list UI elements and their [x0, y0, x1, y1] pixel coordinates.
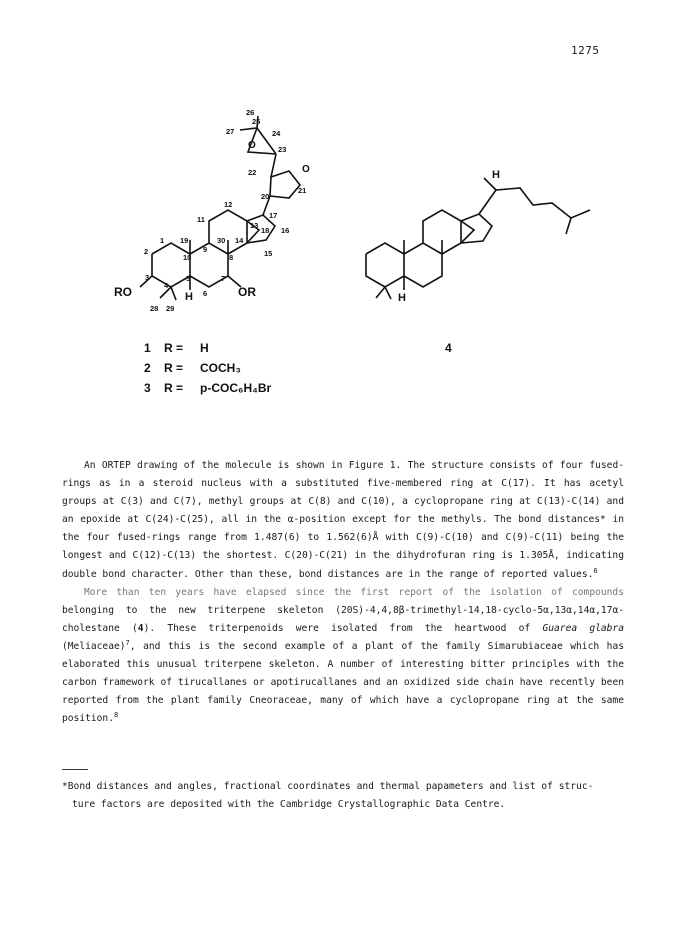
atom-label-3: 3	[145, 273, 150, 282]
reference-8: 8	[113, 711, 119, 720]
footnote	[62, 778, 624, 814]
compound-number: 2	[144, 361, 151, 375]
atom-label-12: 12	[224, 200, 233, 209]
atom-label-16: 16	[281, 226, 290, 235]
furan-oxygen-label: O	[302, 164, 310, 175]
compound-4-ref: 4	[137, 622, 144, 634]
atom-label-13: 13	[250, 221, 259, 230]
or-label: OR	[238, 285, 256, 299]
atom-label-9: 9	[203, 245, 208, 254]
compound-number: 1	[144, 341, 151, 355]
footnote-line-2: ture factors are deposited with the Cambridge Crystallographic Data Centre.	[72, 799, 506, 810]
compound-caption-4: 4	[445, 341, 452, 355]
atom-label-17: 17	[269, 211, 278, 220]
paragraph-1: An ORTEP drawing of the molecule is shown in Figure 1. The structure consists of four fused-rings as in a steroid nucleus with a substituted five-membered ring at C(17). It has acetyl groups at C(3) and C(7), methyl groups at C(8) and C(10), a cyclopropane ring at C(13)-C(14) and an epoxide at C(24)-C(25), all in the α-position except for the methyls. The bond distances* in the four fused-rings range from 1.487(6) to 1.562(6)Å with C(9)-C(10) and C(9)-C(11) being the longest and C(12)-C(13) the shortest. C(20)-C(21) in the dihydrofuran ring is 1.305Å, indicating double bond character. Other than these, bond distances are in the range of reported values.$^6$	[62, 460, 624, 580]
compound-caption-1	[144, 341, 209, 355]
atom-label-21: 21	[298, 186, 307, 195]
atom-label-11: 11	[197, 215, 205, 224]
substituent: p-COC₆H₄Br	[200, 381, 272, 395]
atom-label-7: 7	[221, 274, 226, 283]
atom-label-20: 20	[261, 192, 270, 201]
atom-label-2: 2	[144, 247, 149, 256]
reference-7: 7	[125, 638, 130, 647]
atom-label-5: 5	[186, 274, 191, 283]
atom-label-14: 14	[235, 236, 244, 245]
substituent: H	[200, 341, 209, 355]
atom-label-4: 4	[164, 281, 169, 290]
structure-diagram	[0, 0, 680, 420]
footnote-line-1: *Bond distances and angles, fractional coordinates and thermal papameters and list of struc-	[62, 781, 594, 792]
footnote-divider	[62, 769, 88, 770]
atom-label-8: 8	[229, 253, 234, 262]
atom-label-10: 10	[183, 253, 192, 262]
r-label: R =	[164, 341, 184, 355]
atom-label-25: 25	[252, 117, 261, 126]
atom-label-1: 1	[160, 236, 165, 245]
r-label: R =	[164, 361, 184, 375]
atom-label-19: 19	[180, 236, 189, 245]
atom-label-18: 18	[261, 226, 270, 235]
atom-label-22: 22	[248, 168, 257, 177]
atom-label-23: 23	[278, 145, 287, 154]
r-label: R =	[164, 381, 184, 395]
atom-label-6: 6	[203, 289, 208, 298]
compound-number: 3	[144, 381, 151, 395]
epoxide-oxygen-label: O	[248, 140, 256, 151]
reference-6: 6	[593, 566, 598, 575]
atom-label-27: 27	[226, 127, 235, 136]
structure-4-bonds	[366, 178, 590, 299]
h20-label: H	[492, 169, 500, 181]
compound-caption-2	[144, 361, 241, 375]
substituent: COCH₃	[200, 361, 241, 375]
atom-label-15: 15	[264, 249, 273, 258]
structure-4-labels	[398, 169, 500, 304]
species-name: Guarea glabra	[542, 622, 625, 634]
structure-figure	[0, 0, 680, 420]
body-text	[62, 457, 624, 728]
atom-label-24: 24	[272, 129, 281, 138]
ro-label: RO	[114, 285, 132, 299]
atom-label-29: 29	[166, 304, 175, 313]
atom-label-30: 30	[217, 236, 226, 245]
page-number: 1275	[571, 44, 600, 57]
structure-1-3-bonds	[140, 116, 300, 300]
compound-caption-3	[144, 381, 271, 395]
paragraph-2: More than ten years have elapsed since the first report of the isolation of compounds belonging to the new triterpene skeleton (20S)-4,4,8β-trimethyl-14,18-cyclo-5α,13α,14α,17α-cholestane (4). These triterpenoids were isolated from the heartwood of Guarea glabra (Meliaceae)$^7$, and this is the second example of a plant of the family Simarubiaceae which has elaborated this unusual triterpene skeleton. A number of interesting bitter principles with the carbon framework of tirucallanes or apotirucallanes and an oxidized side chain have recently been reported from the plant family Cneoraceae, many of which have a cyclopropane ring at the same position.$^8$	[62, 586, 625, 725]
atom-label-26: 26	[246, 108, 255, 117]
atom-label-28: 28	[150, 304, 159, 313]
h5-label-4: H	[398, 292, 406, 304]
structure-1-3-labels	[114, 108, 310, 313]
h5-label: H	[185, 291, 193, 303]
